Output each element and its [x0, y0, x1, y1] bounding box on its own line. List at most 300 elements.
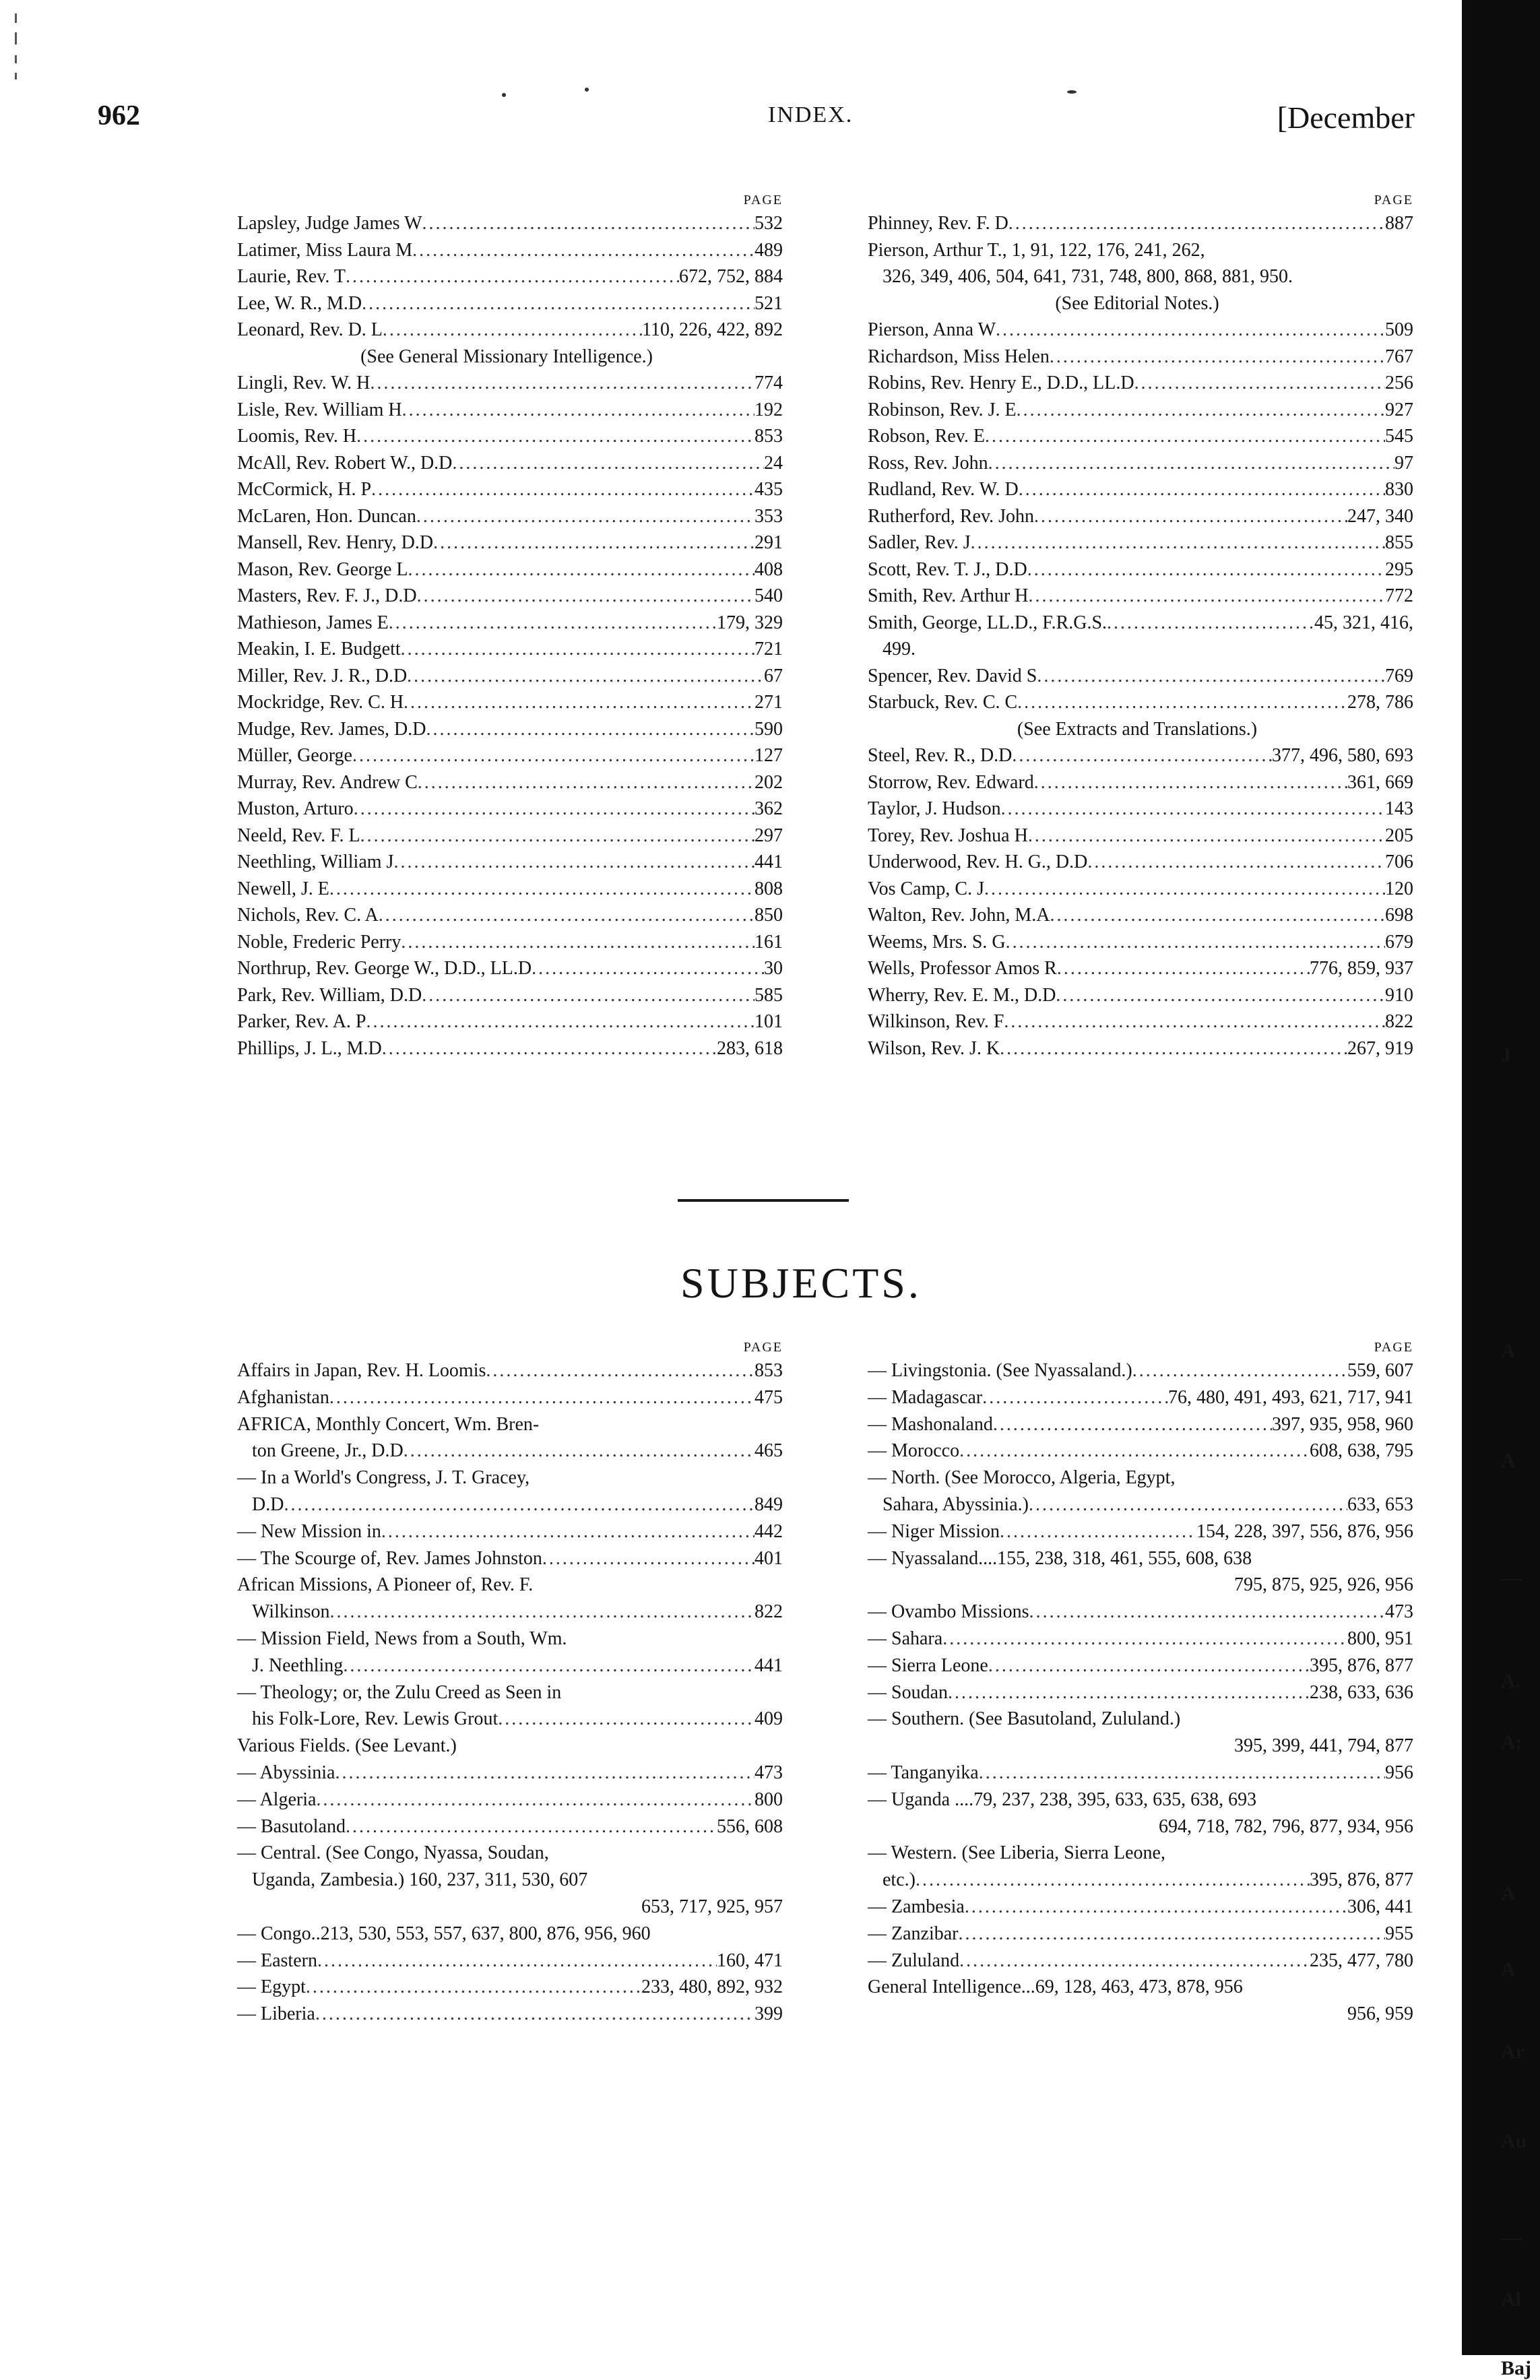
entry-heading: Mudge, Rev. James, D.D	[237, 718, 426, 740]
index-entry	[841, 476, 1413, 503]
page-references: 769	[1385, 665, 1413, 686]
leader-dots	[360, 823, 755, 849]
leader-dots	[346, 263, 679, 290]
edge-letter: —	[1501, 1566, 1521, 1589]
index-entry	[841, 1384, 1413, 1411]
index-entry	[841, 1787, 1413, 1813]
subjects-heading: SUBJECTS.	[680, 1259, 922, 1307]
entry-continuation: his Folk-Lore, Rev. Lewis Grout	[252, 1708, 499, 1730]
index-entry	[841, 503, 1413, 530]
edge-letter: A	[1501, 1882, 1516, 1905]
leader-dots	[426, 716, 755, 743]
leader-dots	[1004, 1008, 1385, 1035]
page-references: 955	[1385, 1923, 1413, 1944]
page-references: 608, 638, 795	[1310, 1440, 1413, 1462]
index-entry	[841, 876, 1413, 903]
leader-dots	[352, 742, 755, 769]
index-entry	[210, 1706, 783, 1733]
leader-dots	[486, 1357, 755, 1384]
index-entry	[210, 290, 783, 317]
index-entry	[841, 716, 1413, 743]
leader-dots	[1037, 663, 1385, 690]
entry-heading: Pierson, Anna W	[868, 319, 996, 340]
index-entry	[210, 663, 783, 690]
leader-dots	[433, 529, 755, 556]
leader-dots	[407, 663, 764, 690]
page-references: 120	[1385, 878, 1413, 899]
leader-dots	[1000, 1035, 1347, 1062]
entry-continuation: 499.	[883, 639, 916, 660]
leader-dots	[984, 876, 1385, 903]
page-references: 205	[1385, 825, 1413, 846]
leader-dots	[402, 397, 755, 424]
leader-dots	[959, 1921, 1386, 1948]
entry-heading: — Sierra Leone	[868, 1654, 988, 1676]
leader-dots	[971, 529, 1385, 556]
entry-heading: Taylor, J. Hudson	[868, 798, 1001, 819]
entry-heading: — Zambesia	[868, 1896, 965, 1917]
page-number: 962	[98, 100, 140, 131]
entry-heading: Phinney, Rev. F. D	[868, 213, 1008, 234]
entry-heading: — Algeria	[237, 1789, 317, 1810]
leader-dots	[1028, 823, 1385, 849]
entry-heading: — Basutoland	[237, 1815, 346, 1837]
leader-dots	[1019, 476, 1385, 503]
index-entry	[841, 1357, 1413, 1384]
leader-dots	[408, 556, 755, 583]
entry-heading: — Abyssinia	[237, 1762, 335, 1783]
entry-continuation: etc.)	[883, 1869, 916, 1891]
index-entry	[210, 450, 783, 477]
page-references: 127	[755, 745, 783, 766]
index-entry	[210, 1840, 783, 1867]
leader-dots	[412, 237, 755, 264]
page-references: 540	[755, 585, 783, 606]
leader-dots	[356, 423, 755, 450]
entry-heading: Wilkinson, Rev. F	[868, 1011, 1004, 1032]
entry-heading: Neeld, Rev. F. L	[237, 825, 360, 846]
index-entry	[841, 769, 1413, 796]
page-references: 441	[755, 1654, 783, 1676]
index-entry	[841, 556, 1413, 583]
index-entry	[210, 423, 783, 450]
page-references: 585	[755, 984, 783, 1006]
index-entry	[210, 1357, 783, 1384]
page-references: 24	[764, 452, 783, 474]
leader-dots	[422, 210, 755, 237]
entry-heading: — New Mission in	[237, 1520, 381, 1542]
entry-heading: — Theology; or, the Zulu Creed as Seen in	[237, 1681, 562, 1703]
index-entry	[210, 1411, 783, 1438]
index-entry	[210, 210, 783, 237]
page-references: 362	[755, 798, 783, 819]
entry-heading: — Madagascar	[868, 1386, 983, 1408]
page-references: 887	[1385, 213, 1413, 234]
index-entry	[841, 982, 1413, 1009]
index-entry	[210, 636, 783, 663]
page-references: 278, 786	[1347, 692, 1413, 713]
entry-heading: Walton, Rev. John, M.A	[868, 905, 1050, 926]
index-entry	[841, 1679, 1413, 1706]
entry-heading: Park, Rev. William, D.D	[237, 984, 422, 1006]
page-references: 397, 935, 958, 960	[1272, 1413, 1413, 1435]
page-references: 772	[1385, 585, 1413, 606]
page-references: 830	[1385, 479, 1413, 500]
index-entry	[210, 263, 783, 290]
page-references: 475	[755, 1386, 783, 1408]
entry-heading: — Sahara	[868, 1628, 943, 1649]
leader-dots	[1029, 1599, 1385, 1626]
entry-heading: Mansell, Rev. Henry, D.D	[237, 532, 434, 553]
page-references: 545	[1385, 426, 1413, 447]
entry-heading: Neethling, William J	[237, 851, 394, 872]
subjects-column-right	[841, 1337, 1413, 2028]
leader-dots	[942, 1626, 1347, 1652]
edge-letter: J	[1501, 1044, 1511, 1067]
entry-heading: — North. (See Morocco, Algeria, Egypt,	[868, 1467, 1176, 1489]
page-references: 295	[1385, 558, 1413, 580]
leader-dots	[416, 503, 755, 530]
page-column-label: PAGE	[743, 1340, 783, 1355]
entry-heading: Ross, Rev. John	[868, 452, 988, 474]
leader-dots	[1008, 210, 1385, 237]
page-references: 409	[755, 1708, 783, 1730]
entry-heading: Phillips, J. L., M.D	[237, 1037, 382, 1059]
index-entry	[210, 796, 783, 823]
entry-continuation: Wilkinson	[252, 1601, 330, 1623]
leader-dots	[1017, 397, 1385, 424]
entry-heading: McCormick, H. P	[237, 479, 372, 500]
entry-heading: AFRICA, Monthly Concert, Wm. Bren-	[237, 1413, 540, 1435]
entry-heading: Richardson, Miss Helen	[868, 346, 1050, 367]
entry-heading: Wilson, Rev. J. K	[868, 1037, 1000, 1059]
index-entry	[210, 2001, 783, 2028]
page-references: 399	[755, 2003, 783, 2025]
page-references: 297	[755, 825, 783, 846]
index-entry	[210, 955, 783, 982]
entry-heading: Various Fields. (See Levant.)	[237, 1735, 457, 1757]
page-references: 256	[1385, 373, 1413, 393]
index-entry	[841, 849, 1413, 876]
page-references: 776, 859, 937	[1310, 958, 1413, 979]
leader-dots	[366, 1008, 755, 1035]
index-entry	[841, 1948, 1413, 1974]
entry-heading: — Congo..213, 530, 553, 557, 637, 800, 876, 956, 960	[237, 1923, 651, 1944]
page-references: 160, 471	[717, 1950, 783, 1971]
entry-heading: Meakin, I. E. Budgett	[237, 639, 401, 660]
index-entry	[210, 476, 783, 503]
page-references: 395, 876, 877	[1310, 1869, 1413, 1891]
page-references: 800	[755, 1789, 783, 1810]
page-references: 473	[755, 1762, 783, 1783]
page-references: 590	[755, 718, 783, 740]
index-entry	[210, 1679, 783, 1706]
index-entry	[210, 902, 783, 929]
index-entry	[841, 796, 1413, 823]
index-entry	[210, 1733, 783, 1760]
page-references: 927	[1385, 399, 1413, 420]
leader-dots	[401, 929, 755, 956]
index-entry	[841, 1438, 1413, 1465]
leader-dots	[404, 1438, 755, 1465]
edge-letter: Al	[1501, 2288, 1521, 2311]
index-entry	[210, 1008, 783, 1035]
entry-heading: Robinson, Rev. J. E	[868, 399, 1017, 420]
page-references: 377, 496, 580, 693	[1272, 745, 1413, 766]
entry-heading: — Central. (See Congo, Nyassa, Soudan,	[237, 1842, 549, 1864]
leader-dots	[362, 290, 755, 317]
index-entry	[210, 1626, 783, 1652]
page-references: 653, 717, 925, 957	[641, 1896, 783, 1917]
index-entry	[210, 1787, 783, 1813]
index-entry	[841, 1518, 1413, 1545]
cross-reference-note: (See Extracts and Translations.)	[1017, 718, 1258, 740]
leader-dots	[418, 769, 755, 796]
running-title: INDEX.	[768, 102, 854, 127]
page-references: 800, 951	[1347, 1628, 1413, 1649]
leader-dots	[371, 476, 755, 503]
entry-heading: Leonard, Rev. D. L	[237, 319, 383, 340]
page-references: 706	[1385, 851, 1413, 872]
index-entry	[210, 1599, 783, 1626]
index-entry	[210, 1894, 783, 1921]
page-references: 361, 669	[1347, 771, 1413, 793]
page-references: 442	[755, 1520, 783, 1542]
leader-dots	[452, 450, 764, 477]
index-entry	[210, 1438, 783, 1465]
index-entry	[841, 663, 1413, 690]
index-entry	[210, 1384, 783, 1411]
issue-month: [December	[1277, 100, 1415, 135]
leader-dots	[335, 1760, 755, 1787]
edge-letter: A:	[1501, 1731, 1522, 1754]
index-entry	[210, 982, 783, 1009]
entry-heading: Robins, Rev. Henry E., D.D., LL.D	[868, 373, 1134, 393]
entry-heading: — Zanzibar	[868, 1923, 959, 1944]
index-entry	[841, 1465, 1413, 1491]
page-references: 395, 399, 441, 794, 877	[1234, 1735, 1413, 1757]
entry-heading: Smith, Rev. Arthur H	[868, 585, 1029, 606]
index-entry	[841, 742, 1413, 769]
leader-dots	[1056, 982, 1385, 1009]
index-entry	[210, 769, 783, 796]
leader-dots	[382, 1035, 717, 1062]
page-references: 521	[755, 292, 783, 314]
leader-dots	[988, 450, 1394, 477]
page-references: 202	[755, 771, 783, 793]
entry-heading: Pierson, Arthur T., 1, 91, 122, 176, 241, 262,	[868, 239, 1205, 261]
leader-dots	[393, 849, 755, 876]
entry-heading: — Nyassaland....155, 238, 318, 461, 555, 608, 638	[868, 1547, 1252, 1569]
index-entry	[841, 1008, 1413, 1035]
leader-dots	[417, 583, 755, 610]
index-entry	[841, 1545, 1413, 1572]
section-rule	[678, 1199, 849, 1202]
entry-heading: Loomis, Rev. H	[237, 426, 357, 447]
entry-heading: Lingli, Rev. W. H	[237, 373, 371, 393]
entry-heading: Steel, Rev. R., D.D	[868, 745, 1013, 766]
entry-heading: — In a World's Congress, J. T. Gracey,	[237, 1467, 530, 1489]
index-entry	[841, 1760, 1413, 1787]
cross-reference-note: (See Editorial Notes.)	[1055, 292, 1219, 314]
page-references: 855	[1385, 532, 1413, 553]
speck	[502, 93, 506, 97]
leader-dots	[1132, 1357, 1347, 1384]
entry-heading: Weems, Mrs. S. G	[868, 931, 1006, 953]
leader-dots	[1050, 902, 1385, 929]
page-references: 808	[755, 878, 783, 899]
page-references: 306, 441	[1347, 1896, 1413, 1917]
index-entry	[841, 450, 1413, 477]
page-references: 721	[755, 639, 783, 660]
leader-dots	[982, 1384, 1168, 1411]
index-entry	[210, 1948, 783, 1974]
leader-dots	[1017, 689, 1347, 716]
leader-dots	[306, 1974, 641, 2001]
index-entry	[841, 823, 1413, 849]
leader-dots	[422, 982, 755, 1009]
cross-reference-note: (See General Missionary Intelligence.)	[360, 346, 653, 367]
index-entry	[210, 317, 783, 344]
leader-dots	[916, 1867, 1310, 1894]
index-entry	[210, 556, 783, 583]
index-entry	[841, 1572, 1413, 1599]
page-references: 698	[1385, 905, 1413, 926]
leader-dots	[1029, 1491, 1347, 1518]
entry-heading: Affairs in Japan, Rev. H. Loomis	[237, 1360, 486, 1381]
entry-heading: — Zululand	[868, 1950, 960, 1971]
index-entry	[210, 929, 783, 956]
entry-heading: Rutherford, Rev. John	[868, 505, 1035, 527]
entry-heading: Lisle, Rev. William H	[237, 399, 402, 420]
leader-dots	[959, 1438, 1310, 1465]
index-entry	[210, 1760, 783, 1787]
entry-heading: McAll, Rev. Robert W., D.D	[237, 452, 453, 474]
page-references: 473	[1385, 1601, 1413, 1623]
leader-dots	[988, 1652, 1310, 1679]
entry-heading: Müller, George	[237, 745, 352, 766]
index-entry	[210, 849, 783, 876]
index-entry	[210, 1974, 783, 2001]
index-entry	[210, 1491, 783, 1518]
leader-dots	[1034, 769, 1347, 796]
leader-dots	[498, 1706, 755, 1733]
speck	[1067, 90, 1077, 94]
leader-dots	[370, 370, 755, 397]
entry-heading: Wells, Professor Amos R	[868, 958, 1057, 979]
leader-dots	[330, 1599, 755, 1626]
edge-letter: Baj	[1501, 2356, 1531, 2379]
leader-dots	[1027, 556, 1385, 583]
page-column-label: PAGE	[1374, 193, 1413, 207]
page-references: 435	[755, 479, 783, 500]
index-entry	[841, 397, 1413, 424]
page-references: 238, 633, 636	[1310, 1681, 1413, 1703]
index-entry	[210, 529, 783, 556]
entry-heading: — Southern. (See Basutoland, Zululand.)	[868, 1708, 1181, 1730]
entry-continuation: Uganda, Zambesia.) 160, 237, 311, 530, 607	[252, 1869, 588, 1891]
leader-dots	[284, 1491, 755, 1518]
entry-heading: Starbuck, Rev. C. C	[868, 692, 1018, 713]
index-entry	[841, 1867, 1413, 1894]
entry-heading: Afghanistan	[237, 1386, 329, 1408]
index-entry	[841, 1411, 1413, 1438]
index-entry	[210, 370, 783, 397]
leader-dots	[965, 1894, 1347, 1921]
entry-heading: — Mashonaland	[868, 1413, 993, 1435]
entry-heading: — Tanganyika	[868, 1762, 979, 1783]
entry-heading: General Intelligence...69, 128, 463, 473, 878, 956	[868, 1976, 1243, 1998]
leader-dots	[1034, 503, 1347, 530]
page-references: 774	[755, 373, 783, 393]
page-references: 822	[1385, 1011, 1413, 1032]
leader-dots	[346, 1813, 717, 1840]
leader-dots	[1057, 955, 1310, 982]
index-entry	[210, 610, 783, 637]
page-references: 822	[755, 1601, 783, 1623]
entry-heading: Nichols, Rev. C. A	[237, 905, 379, 926]
entry-heading: Sadler, Rev. J	[868, 532, 971, 553]
page-references: 110, 226, 422, 892	[642, 319, 783, 340]
entry-heading: Lapsley, Judge James W	[237, 213, 422, 234]
index-entry	[841, 210, 1413, 237]
entry-heading: Underwood, Rev. H. G., D.D	[868, 851, 1088, 872]
index-entry	[210, 237, 783, 264]
adjacent-page-fragments	[1501, 0, 1535, 2379]
index-entry	[841, 610, 1413, 637]
entry-heading: Parker, Rev. A. P	[237, 1011, 366, 1032]
index-entry	[210, 1035, 783, 1062]
index-entry	[210, 742, 783, 769]
index-entry	[841, 1626, 1413, 1652]
index-entry	[841, 1894, 1413, 1921]
page-references: 465	[755, 1440, 783, 1462]
index-entry	[210, 583, 783, 610]
index-entry	[210, 1652, 783, 1679]
leader-dots	[383, 317, 642, 344]
entry-heading: Mason, Rev. George L	[237, 558, 408, 580]
entry-heading: Newell, J. E	[237, 878, 329, 899]
entry-heading: — Soudan	[868, 1681, 948, 1703]
entry-heading: Mathieson, James E	[237, 612, 389, 633]
speck	[585, 88, 589, 92]
index-entry	[210, 1867, 783, 1894]
index-entry	[841, 583, 1413, 610]
leader-dots	[985, 423, 1385, 450]
index-entry	[210, 1813, 783, 1840]
page-references: 45, 321, 416,	[1314, 612, 1413, 633]
page-references: 161	[755, 931, 783, 953]
index-entry	[841, 1733, 1413, 1760]
leader-dots	[1029, 583, 1385, 610]
index-entry	[841, 317, 1413, 344]
leader-dots	[532, 955, 764, 982]
index-entry	[210, 823, 783, 849]
edge-letter: A	[1501, 1958, 1516, 1981]
leader-dots	[1134, 370, 1385, 397]
index-entry	[210, 1518, 783, 1545]
leader-dots	[329, 876, 755, 903]
entry-heading: McLaren, Hon. Duncan	[237, 505, 416, 527]
page-references: 353	[755, 505, 783, 527]
page-references: 559, 607	[1347, 1360, 1413, 1381]
leader-dots	[315, 2001, 755, 2028]
edge-letter: Ar	[1501, 2040, 1525, 2063]
page-references: 956, 959	[1347, 2003, 1413, 2025]
entry-continuation: D.D	[252, 1493, 284, 1515]
leader-dots	[1107, 610, 1314, 637]
page-references: 233, 480, 892, 932	[641, 1976, 783, 1998]
